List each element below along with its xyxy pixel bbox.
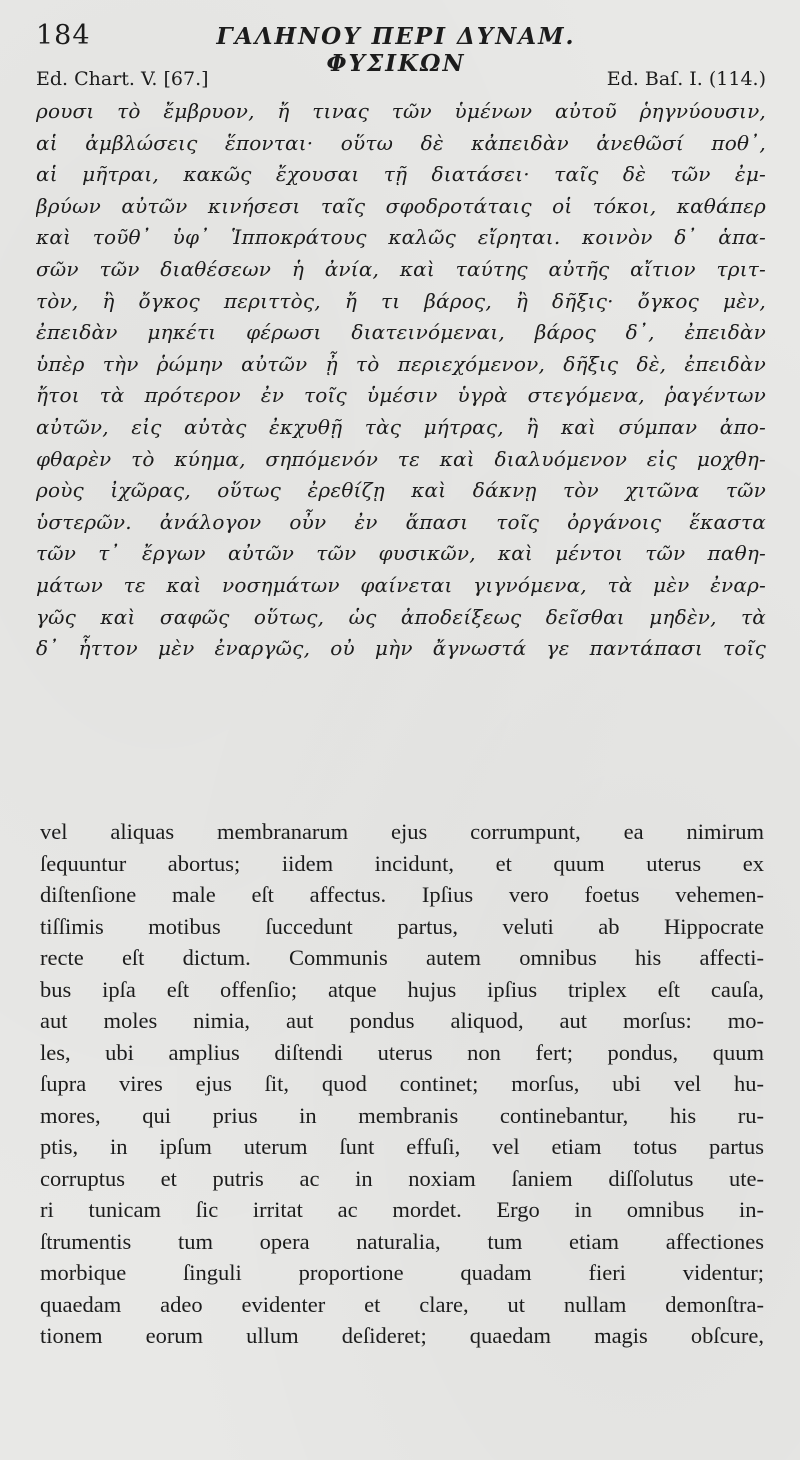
latin-translation-block [40, 816, 764, 1352]
latin-text-line: ſupra vires ejus ſit, quod continet; morſus, ubi vel hu- [40, 1071, 764, 1096]
latin-text-line: morbique ſinguli proportione quadam fieri videntur; [40, 1260, 764, 1285]
latin-text-line: bus ipſa eſt offenſio; atque hujus ipſius triplex eſt cauſa, [40, 976, 764, 1002]
greek-text-line: ἤτοι τὰ πρότερον ἐν τοῖς ὑμέσιν ὑγρὰ στεγόμενα, ῥαγέντων [36, 383, 766, 408]
greek-text-line: δ᾽ ἧττον μὲν ἐναργῶς, οὐ μὴν ἄγνωστά γε παντάπασι τοῖς [36, 636, 766, 661]
latin-text-line: diſtenſione male eſt affectus. Ipſius vero foetus vehemen- [40, 882, 764, 907]
latin-text-line: recte eſt dictum. Communis autem omnibus his affecti- [40, 945, 764, 970]
latin-text-line: quaedam adeo evidenter et clare, ut nullam demonſtra- [40, 1291, 764, 1317]
latin-text-line: ſtrumentis tum opera naturalia, tum etiam affectiones [40, 1228, 764, 1254]
latin-text-line: ri tunicam ſic irritat ac mordet. Ergo in omnibus in- [40, 1197, 764, 1222]
greek-text-line: φθαρὲν τὸ κύημα, σηπόμενόν τε καὶ διαλυόμενον εἰς μοχθη- [36, 446, 766, 471]
latin-text-line: corruptus et putris ac in noxiam ſaniem diſſolutus ute- [40, 1165, 764, 1191]
latin-text-line: ptis, in ipſum uterum ſunt effuſi, vel etiam totus partus [40, 1134, 764, 1159]
greek-text-line: ρουσι τὸ ἔμβρυον, ἤ τινας τῶν ὑμένων αὐτοῦ ῥηγνύουσιν, [36, 99, 766, 123]
greek-text-line: αὐτῶν, εἰς αὐτὰς ἐκχυθῇ τὰς μήτρας, ἢ καὶ σύμπαν ἀπο- [36, 414, 766, 439]
latin-text-line: aut moles nimia, aut pondus aliquod, aut morſus: mo- [40, 1008, 764, 1033]
greek-text-line: αἱ ἀμβλώσεις ἕπονται· οὕτω δὲ κἀπειδὰν ἀνεθῶσί ποθ᾽, [36, 130, 766, 155]
latin-text-line: les, ubi amplius diſtendi uterus non fert; pondus, quum [40, 1039, 764, 1065]
latin-text-line: vel aliquas membranarum ejus corrumpunt, ea nimirum [40, 819, 764, 844]
edition-ref-chart: Ed. Chart. V. [67.] [36, 68, 209, 90]
greek-text-line: ὑστερῶν. ἀνάλογον οὖν ἐν ἅπασι τοῖς ὀργάνοις ἕκαστα [36, 509, 766, 534]
greek-text-line: ὑπὲρ τὴν ῥώμην αὐτῶν ᾖ τὸ περιεχόμενον, δῆξις δὲ, ἐπειδὰν [36, 351, 766, 376]
greek-text-line: τῶν τ᾽ ἔργων αὐτῶν τῶν φυσικῶν, καὶ μέντοι τῶν παθη- [36, 541, 766, 566]
running-head [36, 20, 766, 77]
greek-text-line: τὸν, ἢ ὄγκος περιττὸς, ἤ τι βάρος, ἢ δῆξις· ὄγκος μὲν, [36, 288, 766, 313]
greek-text-line: αἱ μῆτραι, κακῶς ἔχουσαι τῇ διατάσει· ταῖς δὲ τῶν ἐμ- [36, 162, 766, 187]
greek-text-block [36, 96, 766, 665]
greek-text-line: καὶ τοῦθ᾽ ὑφ᾽ Ἱπποκράτους καλῶς εἴρηται. κοινὸν δ᾽ ἁπα- [36, 225, 766, 250]
running-title: ΓΑΛΗΝΟΥ ΠΕΡΙ ΔΥΝΑΜ. ΦΥΣΙΚΩΝ [216, 23, 576, 77]
greek-text-line: γῶς καὶ σαφῶς οὕτως, ὡς ἀποδείξεως δεῖσθαι μηδὲν, τὰ [36, 604, 766, 629]
greek-text-line: ροὺς ἰχῶρας, οὕτως ἐρεθίζῃ καὶ δάκνῃ τὸν χιτῶνα τῶν [36, 478, 766, 503]
greek-text-line: βρύων αὐτῶν κινήσεσι ταῖς σφοδροτάταις οἱ τόκοι, καθάπερ [36, 193, 766, 218]
latin-text-line: tionem eorum ullum deſideret; quaedam magis obſcure, [40, 1323, 764, 1348]
edition-ref-basel: Ed. Baſ. I. (114.) [606, 68, 766, 90]
greek-text-line: μάτων τε καὶ νοσημάτων φαίνεται γιγνόμενα, τὰ μὲν ἐναρ- [36, 572, 766, 597]
latin-text-line: tiſſimis motibus ſuccedunt partus, veluti ab Hippocrate [40, 913, 764, 939]
page-number: 184 [36, 20, 91, 51]
latin-text-line: mores, qui prius in membranis continebantur, his ru- [40, 1102, 764, 1128]
latin-text-line: ſequuntur abortus; iidem incidunt, et quum uterus ex [40, 850, 764, 876]
greek-text-line: σῶν τῶν διαθέσεων ἡ ἀνία, καὶ ταύτης αὐτῆς αἴτιον τριτ- [36, 256, 766, 281]
greek-text-line: ἐπειδὰν μηκέτι φέρωσι διατεινόμεναι, βάρος δ᾽, ἐπειδὰν [36, 320, 766, 345]
